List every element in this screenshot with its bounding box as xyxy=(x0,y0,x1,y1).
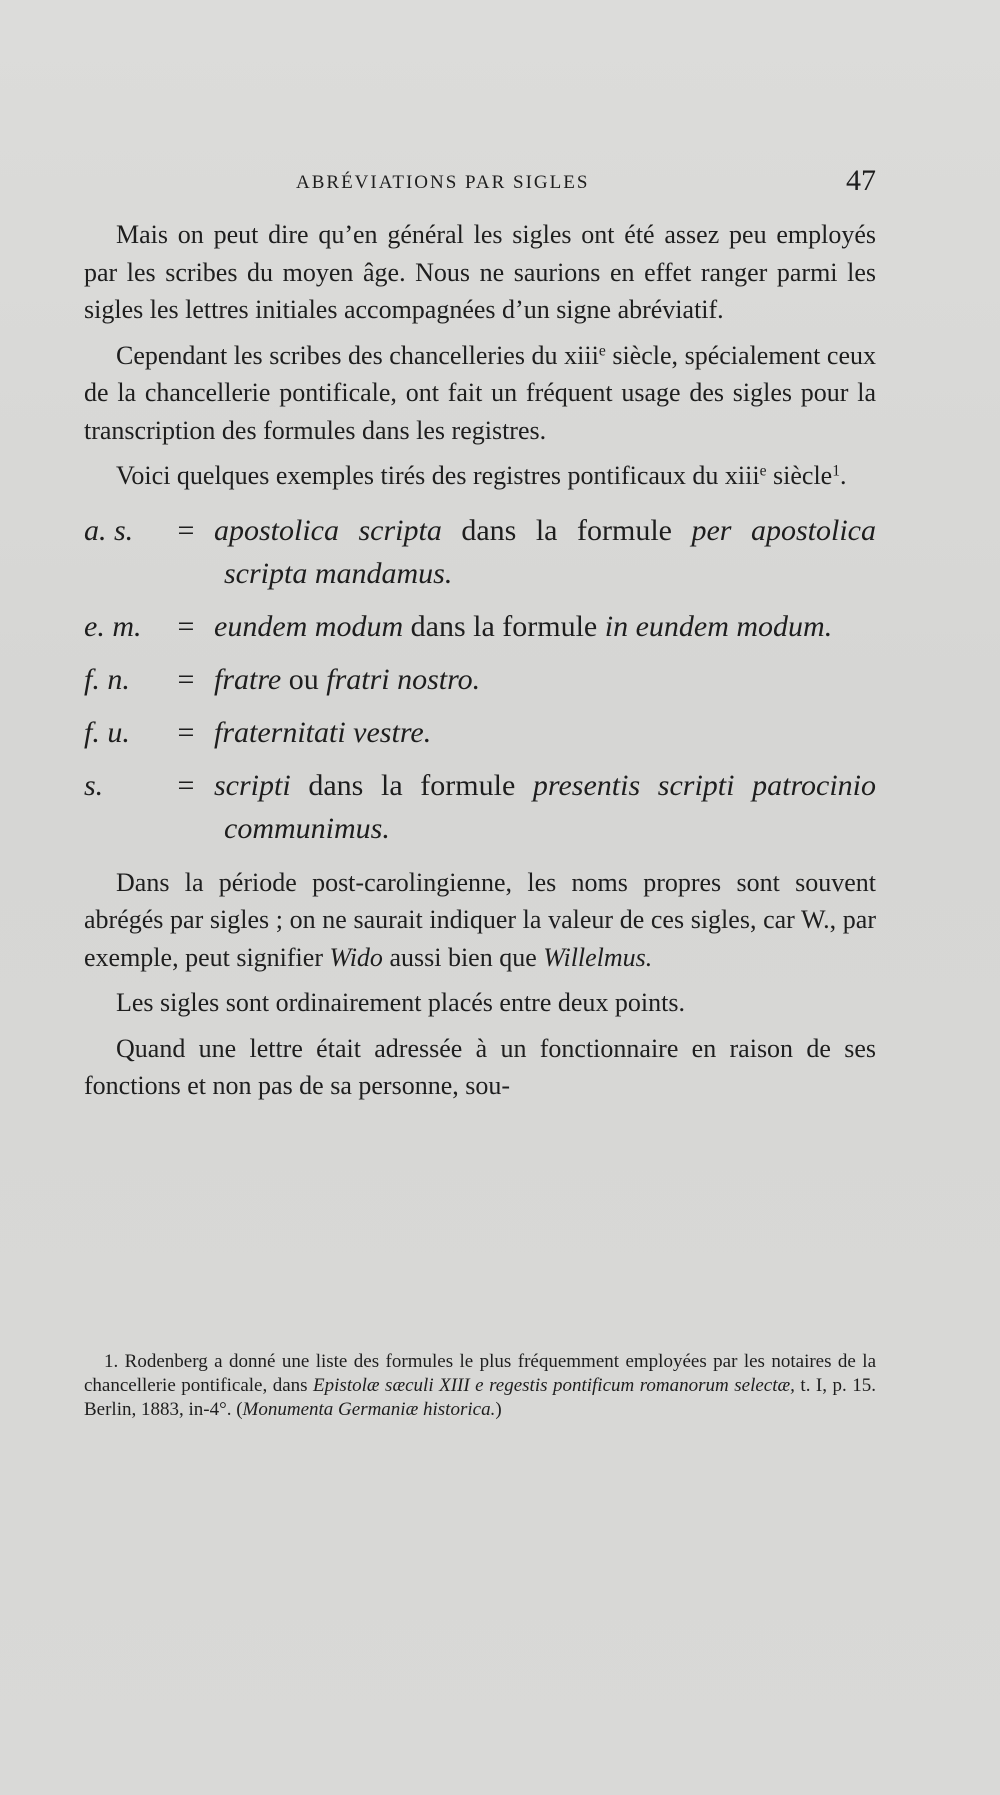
paragraph-3: Voici quelques exemples tirés des registres pontificaux du xiii$^e$ siècle$^1$. xyxy=(116,461,847,490)
running-title: ABRÉVIATIONS PAR SIGLES xyxy=(296,172,590,193)
paragraph-2: Cependant les scribes des chancelleries du xiii$^e$ siècle, spécialement ceux de la chancellerie pontificale, ont fait un fréquent usage des sigles pour la transcription des formules dans les registres. xyxy=(84,340,876,445)
paragraph-6: Quand une lettre était adressée à un fonctionnaire en raison de ses fonctions et non pas de sa personne, sou- xyxy=(84,1033,876,1100)
paragraph-5: Les sigles sont ordinairement placés entre deux points. xyxy=(116,988,685,1017)
example-item: f. n. = fratre ou fratri nostro. xyxy=(84,662,481,696)
examples-list xyxy=(84,509,876,850)
example-item: a. s. = apostolica scripta dans la formule per apostolica scripta mandamus. xyxy=(84,513,876,590)
example-item: f. u. = fraternitati vestre. xyxy=(84,715,432,749)
paragraph-1: Mais on peut dire qu’en général les sigles ont été assez peu employés par les scribes du moyen âge. Nous ne saurions en effet ranger parmi les sigles les lettres initiales accompagnées d’un signe abréviatif. xyxy=(84,220,876,324)
footnote-reference: 1 xyxy=(832,462,841,480)
page-number: 47 xyxy=(846,164,876,197)
page-header xyxy=(84,166,876,206)
footnote: 1. Rodenberg a donné une liste des formules le plus fréquemment employées par les notaires de la chancellerie pontificale, dans Epistolæ sæculi XIII e regestis pontificum romanorum selectæ, t. I, p. 15. Berlin, 1883, in-4°. (Monumenta Germaniæ historica.) xyxy=(84,1351,876,1420)
paragraph-4: Dans la période post-carolingienne, les noms propres sont souvent abrégés par sigles ; on ne saurait indiquer la valeur de ces sigles, car W., par exemple, peut signifier Wido aussi bien que Willelmus. xyxy=(84,867,876,972)
example-item: s. = scripti dans la formule presentis scripti patrocinio communimus. xyxy=(84,768,877,845)
page-body xyxy=(84,216,876,1105)
example-item: e. m. = eundem modum dans la formule in eundem modum. xyxy=(84,609,833,643)
